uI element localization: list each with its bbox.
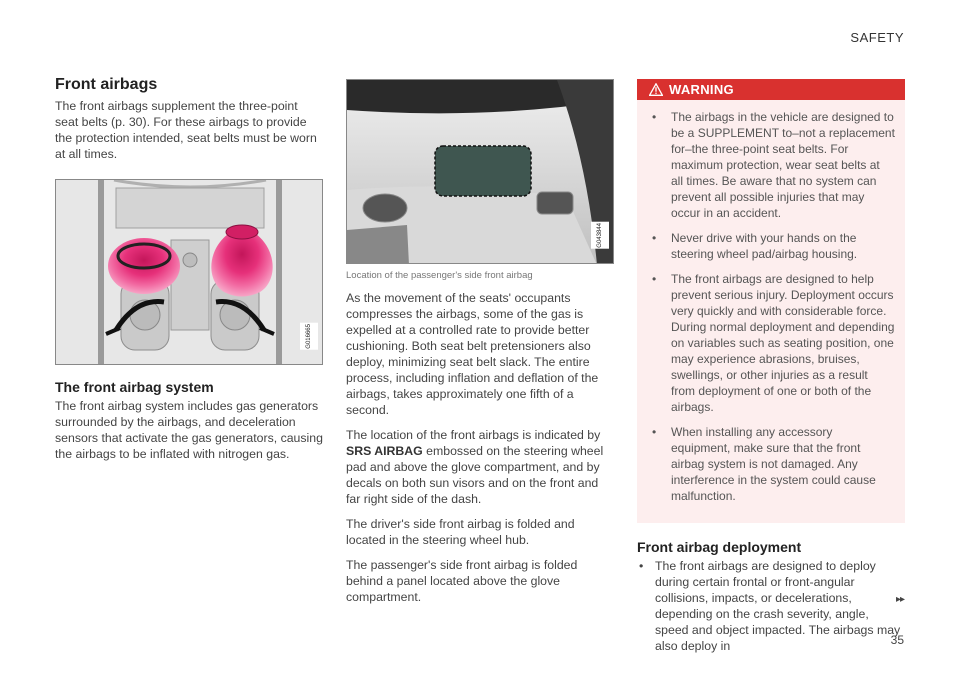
srs-airbag-label: SRS AIRBAG [346, 444, 423, 458]
section-title: Front airbags [55, 76, 158, 93]
intro-paragraph: The front airbags supplement the three-point seat belts (p. 30). For these airbags to provide the protection intended, seat belts must be worn at all times. [55, 99, 317, 161]
column-3 [637, 79, 905, 654]
deployment-item: • The front airbags are designed to deploy during certain frontal or front-angular collisions, impacts, or decelerations, depending on the crash severity, angle, speed and object impacted. The airbags may also deploy in [637, 558, 905, 654]
paragraph-cushioning: As the movement of the seats' occupants compresses the airbags, some of the gas is expelled at a controlled rate to provide better cushioning. Both seat belt pretensioners also deploy, minimizing seat belt slack. The entire process, including inflation and deflation of the airbags, takes approximately one fifth of a second. [346, 291, 599, 417]
location-text-b: embossed on the steering wheel pad and above the glove compartment, and by decals on both sun visors and on the front and far right side of the dash. [346, 444, 604, 506]
system-paragraph: The front airbag system includes gas generators surrounded by the airbags, and deceleration sensors that activate the gas generators, causing the airbags to be inflated with nitrogen gas. [55, 399, 323, 461]
figure-caption: Location of the passenger's side front airbag [346, 270, 533, 281]
column-1 [55, 76, 323, 471]
column-2 [346, 79, 614, 614]
page-number: 35 [890, 633, 904, 647]
dashboard-airbag-photo [346, 79, 614, 264]
location-text-a: The location of the front airbags is indicated by [346, 428, 601, 442]
figure-code: G016665 [300, 323, 318, 350]
subsection-title: The front airbag system [55, 379, 214, 395]
paragraph-passenger-airbag: The passenger's side front airbag is folded behind a panel located above the glove compartment. [346, 558, 578, 604]
dashboard-graphic [347, 80, 614, 264]
page-header-section: SAFETY [850, 30, 904, 45]
paragraph-driver-airbag: The driver's side front airbag is folded and located in the steering wheel hub. [346, 517, 575, 547]
warning-item: • When installing any accessory equipment, make sure that the front airbag system is not damaged. Any interference in the system could cause malfunction. [649, 424, 895, 504]
warning-box [637, 79, 905, 523]
warning-item: • Never drive with your hands on the steering wheel pad/airbag housing. [649, 230, 895, 262]
paragraph-location [346, 427, 614, 507]
warning-list [637, 100, 905, 504]
figure-code: G043844 [591, 222, 609, 249]
deployment-list [637, 558, 905, 654]
airbag-top-view-illustration [55, 179, 323, 365]
car-interior-top-view-graphic [56, 180, 323, 365]
warning-item: • The airbags in the vehicle are designed to be a SUPPLEMENT to–not a replacement for–the three-point seat belts. For maximum protection, wear seat belts at all times. Be aware that no system can prevent all possible injuries that may occur in an accident. [649, 109, 895, 221]
warning-header [637, 79, 905, 100]
warning-item: • The front airbags are designed to help prevent serious injury. Deployment occurs very quickly and with considerable force. During normal deployment and depending on variables such as seating position, one may experience abrasions, bruises, swellings, or other injuries as a result from deployment of one or both of the airbags. [649, 271, 895, 415]
deployment-title: Front airbag deployment [637, 539, 802, 555]
warning-triangle-icon [649, 83, 663, 96]
continue-arrow-icon: ▸▸ [895, 594, 904, 605]
warning-title: WARNING [669, 81, 734, 97]
